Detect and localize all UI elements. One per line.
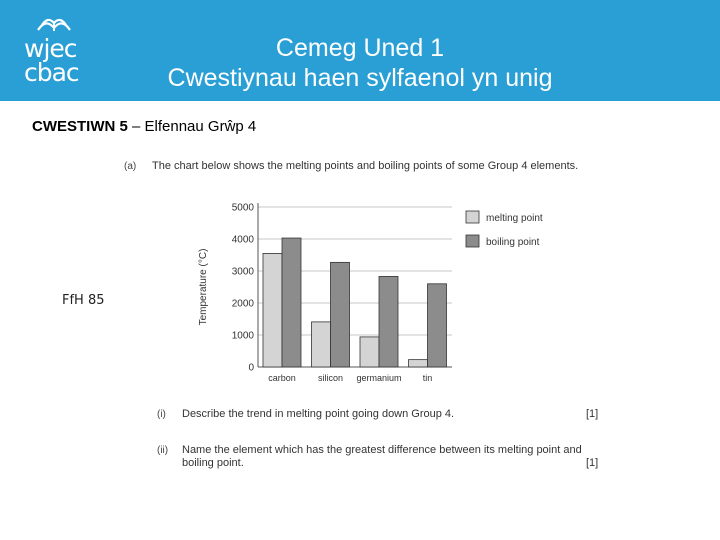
melting-boiling-chart bbox=[190, 195, 560, 395]
marks-label: [1] bbox=[586, 408, 599, 420]
sub-question-text-continued: boiling point. bbox=[182, 457, 244, 469]
page-reference: FfH 85 bbox=[62, 293, 105, 308]
legend-swatch bbox=[466, 235, 479, 247]
x-tick-label: germanium bbox=[356, 373, 402, 383]
sub-question-text: Name the element which has the greatest difference between its melting point and bbox=[182, 444, 582, 456]
wjec-logo bbox=[22, 14, 92, 87]
bar-melting-point-carbon bbox=[263, 253, 282, 367]
y-tick-label: 4000 bbox=[231, 234, 254, 246]
legend-label: boiling point bbox=[486, 237, 540, 248]
legend-swatch bbox=[466, 211, 479, 223]
bar-boiling-point-carbon bbox=[282, 238, 301, 367]
sub-question-number: (i) bbox=[157, 409, 166, 420]
x-tick-label: tin bbox=[422, 373, 433, 383]
question-heading bbox=[32, 118, 256, 135]
x-tick-label: carbon bbox=[268, 373, 296, 383]
bar-boiling-point-tin bbox=[428, 284, 447, 367]
legend-label: melting point bbox=[486, 213, 543, 224]
y-tick-label: 2000 bbox=[231, 298, 254, 310]
question-topic: – Elfennau Grŵp 4 bbox=[127, 118, 257, 135]
question-part-label: (a) bbox=[124, 161, 137, 172]
y-axis-label: Temperature (°C) bbox=[198, 248, 209, 326]
marks-label: [1] bbox=[586, 457, 599, 469]
sub-question-text: Describe the trend in melting point going down Group 4. bbox=[182, 408, 455, 420]
logo-text-wjec: wjec bbox=[24, 34, 77, 63]
y-tick-label: 5000 bbox=[231, 202, 254, 214]
bar-melting-point-silicon bbox=[312, 322, 331, 367]
logo-text-cbac: cbac bbox=[24, 58, 79, 87]
header-banner bbox=[0, 0, 720, 101]
y-tick-label: 0 bbox=[248, 362, 254, 374]
slide-title: Cemeg Uned 1 bbox=[275, 34, 445, 62]
y-tick-label: 3000 bbox=[231, 266, 254, 278]
question-number: CWESTIWN 5 bbox=[32, 118, 128, 135]
book-logo-icon bbox=[34, 14, 74, 34]
question-intro: The chart below shows the melting points and boiling points of some Group 4 elements. bbox=[152, 160, 579, 172]
bar-melting-point-tin bbox=[409, 360, 428, 367]
sub-question-number: (ii) bbox=[157, 445, 169, 456]
x-tick-label: silicon bbox=[317, 373, 344, 383]
bar-boiling-point-germanium bbox=[379, 276, 398, 367]
slide-subtitle: Cwestiynau haen sylfaenol yn unig bbox=[167, 64, 553, 92]
bar-melting-point-germanium bbox=[360, 337, 379, 367]
y-tick-label: 1000 bbox=[231, 330, 254, 342]
bar-boiling-point-silicon bbox=[331, 262, 350, 367]
